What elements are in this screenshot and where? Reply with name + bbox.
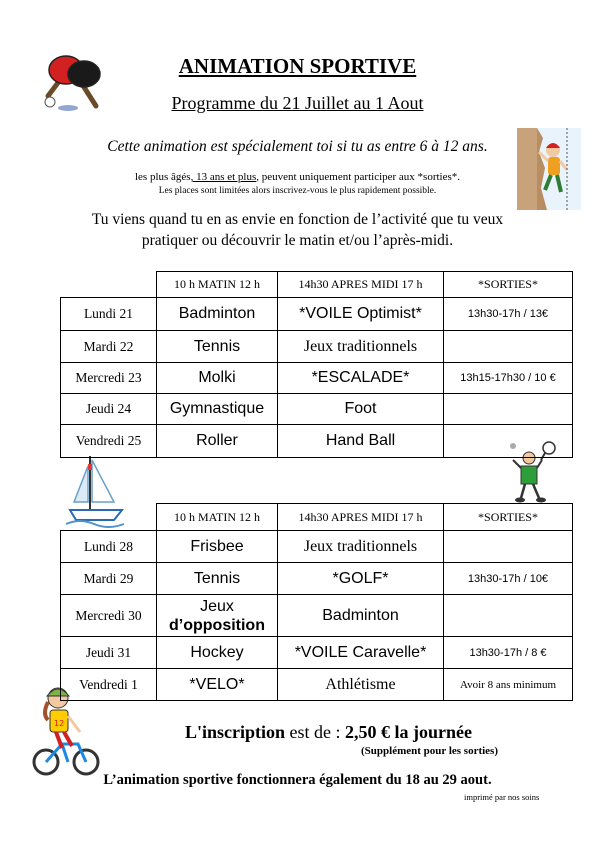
inscription-amount: 2,50 € la journée: [345, 722, 473, 742]
schedule-table-week2: [60, 503, 573, 701]
page-subtitle: Programme du 21 Juillet au 1 Aout: [171, 93, 424, 113]
header-morning: 10 h MATIN 12 h: [157, 504, 278, 531]
day-cell: Jeudi 24: [61, 394, 157, 425]
table-row: [61, 595, 573, 637]
age-underlined: , 13 ans et plus: [190, 171, 257, 183]
morning-cell: Badminton: [157, 298, 278, 331]
afternoon-cell: *VOILE Caravelle*: [278, 637, 444, 669]
inscription-price: [185, 722, 472, 743]
page-title: ANIMATION SPORTIVE: [178, 54, 417, 78]
inscription-middle: est de :: [285, 722, 346, 742]
header-morning: 10 h MATIN 12 h: [157, 272, 278, 298]
places-limited-text: Les places sont limitées alors inscrivez-vous le plus rapidement possible.: [158, 186, 437, 196]
sortie-cell: [444, 531, 573, 563]
afternoon-cell: *ESCALADE*: [278, 363, 444, 394]
morning-cell: [157, 595, 278, 637]
svg-text:12: 12: [54, 719, 65, 728]
header-sorties: *SORTIES*: [444, 504, 573, 531]
printed-note: imprimé par nos soins: [464, 792, 540, 802]
morning-cell: Tennis: [157, 563, 278, 595]
sortie-cell: 13h30-17h / 10€: [444, 563, 573, 595]
morning-line1: Jeux: [200, 597, 234, 615]
table-row: [61, 563, 573, 595]
table-row: [61, 394, 573, 425]
age-prefix: les plus âgés: [134, 171, 191, 183]
supplement-note: (Supplément pour les sorties): [361, 745, 498, 757]
day-cell: Mardi 22: [61, 331, 157, 363]
sortie-cell: [444, 425, 573, 458]
table-header-row: [61, 504, 573, 531]
header-sorties: *SORTIES*: [444, 272, 573, 298]
age-suffix: , peuvent uniquement participer aux *sorties*.: [256, 171, 461, 183]
intro-text: Cette animation est spécialement toi si tu as entre 6 à 12 ans.: [107, 138, 488, 155]
afternoon-cell: *GOLF*: [278, 563, 444, 595]
sortie-cell: Avoir 8 ans minimum: [444, 669, 573, 701]
morning-cell: Hockey: [157, 637, 278, 669]
day-cell: Lundi 21: [61, 298, 157, 331]
age-restriction-text: [0, 171, 595, 183]
sortie-cell: 13h30-17h / 13€: [444, 298, 573, 331]
morning-cell: Roller: [157, 425, 278, 458]
table-row: [61, 669, 573, 701]
table-row: [61, 425, 573, 458]
table-row: [61, 363, 573, 394]
table-row: [61, 531, 573, 563]
morning-line2: d’opposition: [169, 616, 265, 634]
afternoon-cell: Foot: [278, 394, 444, 425]
table-row: [61, 298, 573, 331]
table-header-row: [61, 272, 573, 298]
sortie-cell: [444, 595, 573, 637]
morning-cell: *VELO*: [157, 669, 278, 701]
inscription-label: L'inscription: [185, 722, 286, 742]
sortie-cell: 13h30-17h / 8 €: [444, 637, 573, 669]
sortie-cell: 13h15-17h30 / 10 €: [444, 363, 573, 394]
afternoon-cell: Jeux traditionnels: [278, 331, 444, 363]
day-cell: Mardi 29: [61, 563, 157, 595]
day-cell: Vendredi 25: [61, 425, 157, 458]
table-row: [61, 637, 573, 669]
afternoon-cell: Hand Ball: [278, 425, 444, 458]
header-afternoon: 14h30 APRES MIDI 17 h: [278, 272, 444, 298]
day-cell: Vendredi 1: [61, 669, 157, 701]
day-cell: Mercredi 30: [61, 595, 157, 637]
table-row: [61, 331, 573, 363]
afternoon-cell: Athlétisme: [278, 669, 444, 701]
afternoon-cell: Jeux traditionnels: [278, 531, 444, 563]
day-cell: Mercredi 23: [61, 363, 157, 394]
come-text-line1: Tu viens quand tu en as envie en fonction de l’activité que tu veux: [91, 211, 504, 228]
sortie-cell: [444, 394, 573, 425]
day-cell: Lundi 28: [61, 531, 157, 563]
morning-cell: Molki: [157, 363, 278, 394]
schedule-table-week1: [60, 271, 573, 458]
day-cell: Jeudi 31: [61, 637, 157, 669]
come-text-line2: pratiquer ou découvrir le matin et/ou l’après-midi.: [141, 232, 454, 249]
afternoon-cell: Badminton: [278, 595, 444, 637]
morning-cell: Tennis: [157, 331, 278, 363]
sortie-cell: [444, 331, 573, 363]
morning-cell: Frisbee: [157, 531, 278, 563]
header-afternoon: 14h30 APRES MIDI 17 h: [278, 504, 444, 531]
morning-cell: Gymnastique: [157, 394, 278, 425]
footer-note: L’animation sportive fonctionnera également du 18 au 29 aout.: [103, 772, 492, 788]
afternoon-cell: *VOILE Optimist*: [278, 298, 444, 331]
